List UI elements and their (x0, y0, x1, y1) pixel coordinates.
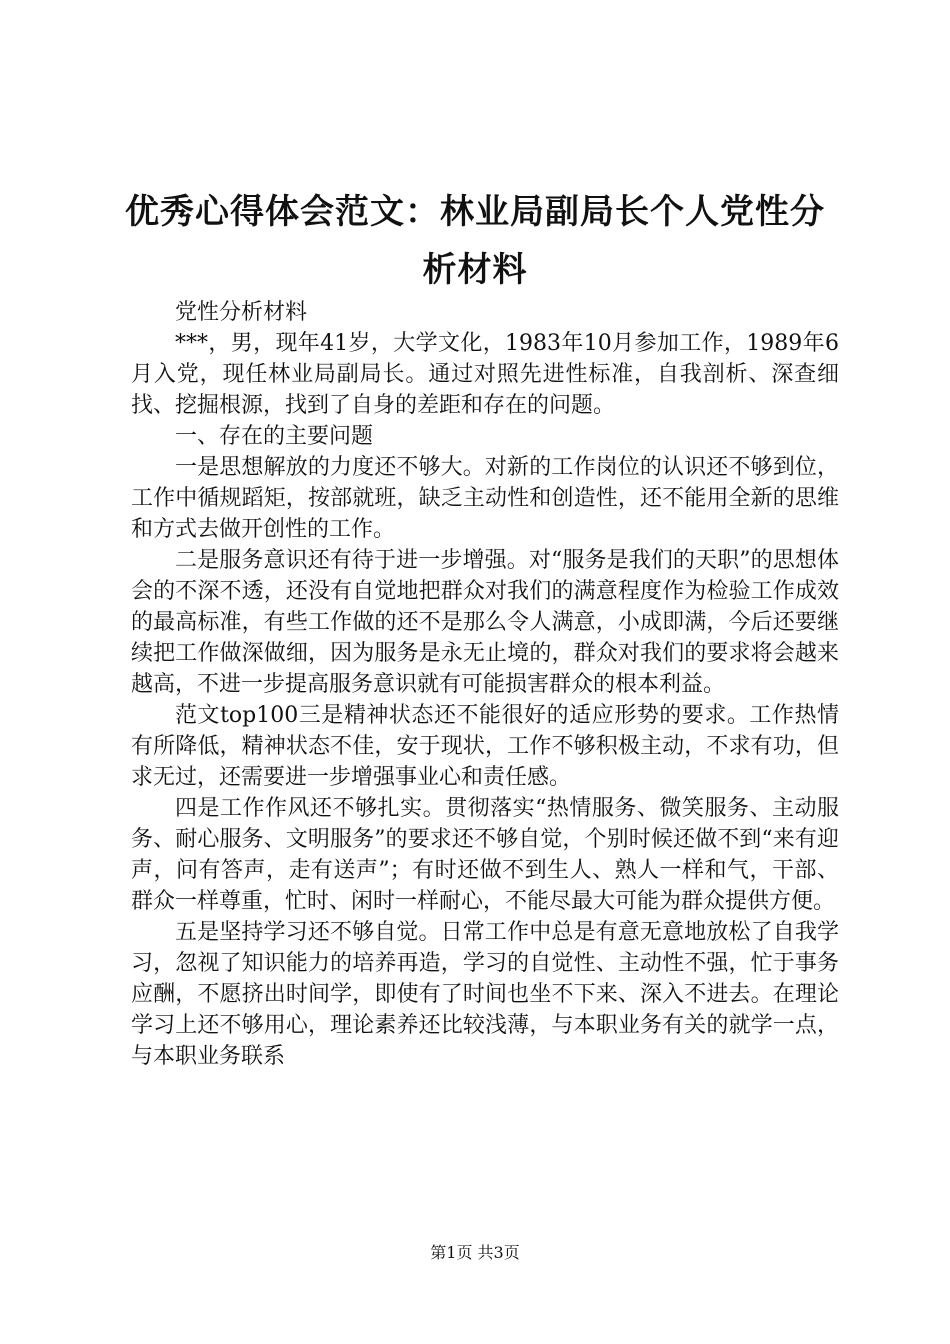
document-title: 优秀心得体会范文：林业局副局长个人党性分析材料 (125, 192, 825, 290)
paragraph-problem-5: 五是坚持学习还不够自觉。日常工作中总是有意无意地放松了自我学习，忽视了知识能力的培养再造，学习的自觉性、主动性不强，忙于事务应酬，不愿挤出时间学，即使有了时间也坐不下来、深入不进去。在理论学习上还不够用心，理论素养还比较浅薄，与本职业务有关的就学一点，与本职业务联系 (131, 920, 839, 1069)
page-footer: 第1页 共3页 (430, 1243, 520, 1262)
paragraph-intro: ***，男，现年41岁，大学文化，1983年10月参加工作，1989年6月入党，现任林业局副局长。通过对照先进性标准，自我剖析、深查细找、挖掘根源，找到了自身的差距和存在的问题。 (131, 331, 839, 418)
paragraph-problem-1: 一是思想解放的力度还不够大。对新的工作岗位的认识还不够到位，工作中循规蹈矩，按部就班，缺乏主动性和创造性，还不能用全新的思维和方式去做开创性的工作。 (131, 455, 839, 542)
document-body (131, 297, 839, 1072)
section-heading: 一、存在的主要问题 (175, 424, 374, 449)
paragraph-problem-3: 范文top100三是精神状态还不能很好的适应形势的要求。工作热情有所降低，精神状态不佳，安于现状，工作不够积极主动，不求有功，但求无过，还需要进一步增强事业心和责任感。 (131, 703, 839, 790)
section-label: 党性分析材料 (175, 300, 308, 325)
paragraph-problem-4: 四是工作作风还不够扎实。贯彻落实“热情服务、微笑服务、主动服务、耐心服务、文明服务”的要求还不够自觉，个别时候还做不到“来有迎声，问有答声，走有送声”；有时还做不到生人、熟人一样和气，干部、群众一样尊重，忙时、闲时一样耐心，不能尽最大可能为群众提供方便。 (131, 796, 839, 914)
paragraph-problem-2: 二是服务意识还有待于进一步增强。对“服务是我们的天职”的思想体会的不深不透，还没有自觉地把群众对我们的满意程度作为检验工作成效的最高标准，有些工作做的还不是那么令人满意，小成即满，今后还要继续把工作做深做细，因为服务是永无止境的，群众对我们的要求将会越来越高，不进一步提高服务意识就有可能损害群众的根本利益。 (131, 548, 839, 697)
